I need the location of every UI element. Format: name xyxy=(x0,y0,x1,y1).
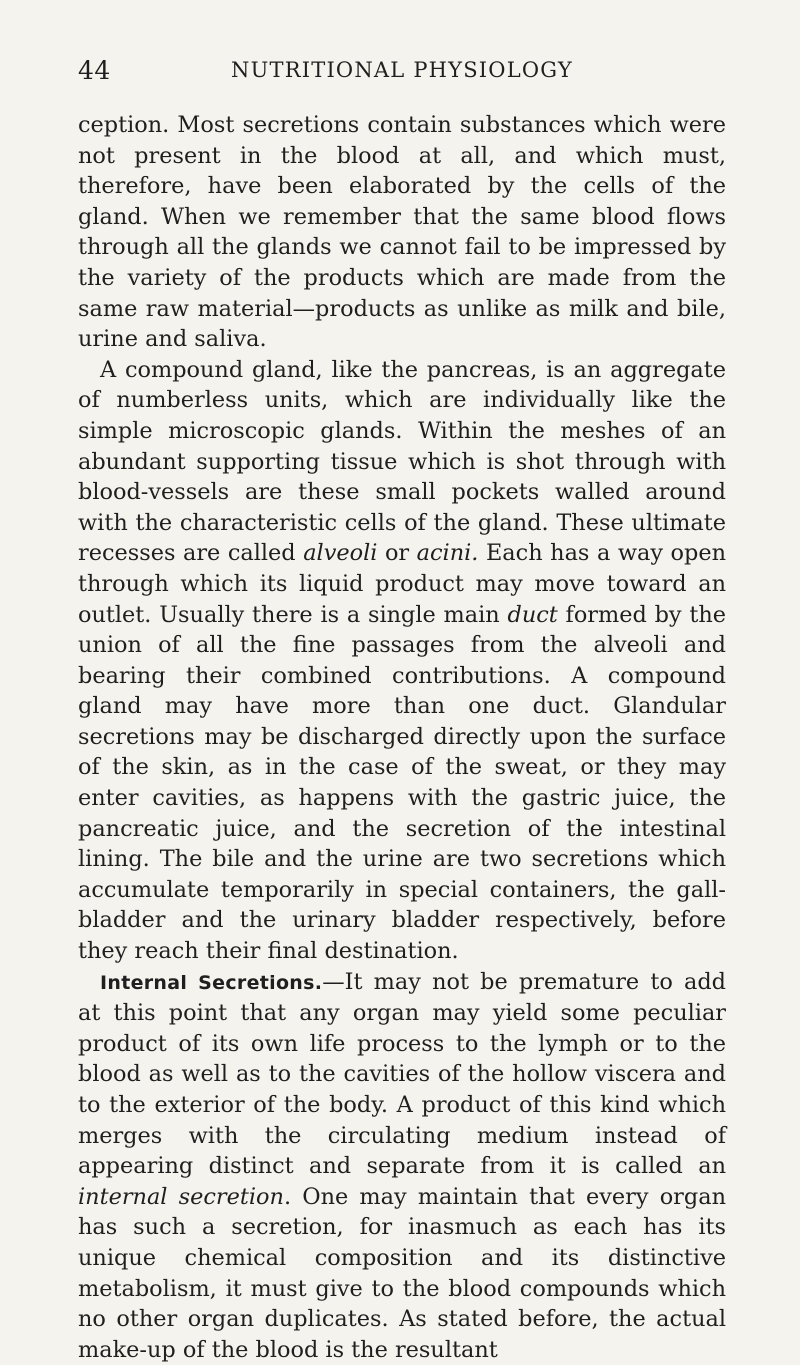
paragraph-3-part-1: —It may not be premature to add at this point that any organ may yield some peculiar product of its own life process to the lymph or to the blood as well as to the cavities of the hollow viscera and to the exterior of the body. A product of this kind which merges with the circulating medium instead of appearing distinct and separate from it is called an xyxy=(78,968,726,1180)
term-duct: duct xyxy=(507,601,558,628)
running-head: NUTRITIONAL PHYSIOLOGY xyxy=(231,58,573,82)
paragraph-compound-gland xyxy=(78,355,726,967)
section-sidehead: Internal Secretions. xyxy=(100,971,323,994)
paragraph-internal-secretions xyxy=(78,967,726,1365)
term-acini: acini. xyxy=(416,540,479,567)
term-alveoli: alveoli xyxy=(303,540,378,567)
paragraph-1-text: ception. Most secretions contain substances which were not present in the blood at all, and which must, therefore, have been elaborated by the cells of the gland. When we remember that the same blood flows through all the glands we cannot fail to be impressed by the variety of the products which are made from the same raw material—products as unlike as milk and bile, urine and saliva. xyxy=(78,112,726,353)
body-text xyxy=(78,110,726,1365)
term-internal-secretion: internal secretion xyxy=(78,1183,284,1210)
paragraph-2-part-3: Each has a way open through which its liquid product may move toward an outlet. Usually there is a single main xyxy=(78,540,727,628)
paragraph-2-part-1: A compound gland, like the pancreas, is an aggregate of numberless units, which are individually like the simple microscopic glands. Within the meshes of an abundant supporting tissue which is shot through with blood-vessels are these small pockets walled around with the characteristic cells of the gland. These ultimate recesses are called xyxy=(78,356,726,567)
paragraph-3-part-2: . One may maintain that every organ has such a secretion, for inasmuch as each has its unique chemical composition and its distinctive metabolism, it must give to the blood compounds which no other organ duplicates. As stated before, the actual make-up of the blood is the resultant xyxy=(78,1183,726,1363)
page-header xyxy=(78,56,726,90)
paragraph-2-part-2: or xyxy=(377,540,417,567)
paragraph-2-part-4: formed by the union of all the fine passages from the alveoli and bearing their combined contributions. A compound gland may have more than one duct. Glandular secretions may be discharged directly upon the surface of the skin, as in the case of the sweat, or they may enter cavities, as happens with the gastric juice, the pancreatic juice, and the secretion of the intestinal lining. The bile and the urine are two secretions which accumulate temporarily in special containers, the gall-bladder and the urinary bladder respectively, before they reach their final destination. xyxy=(78,601,727,965)
paragraph-continuation xyxy=(78,110,726,355)
page-number: 44 xyxy=(78,56,111,85)
